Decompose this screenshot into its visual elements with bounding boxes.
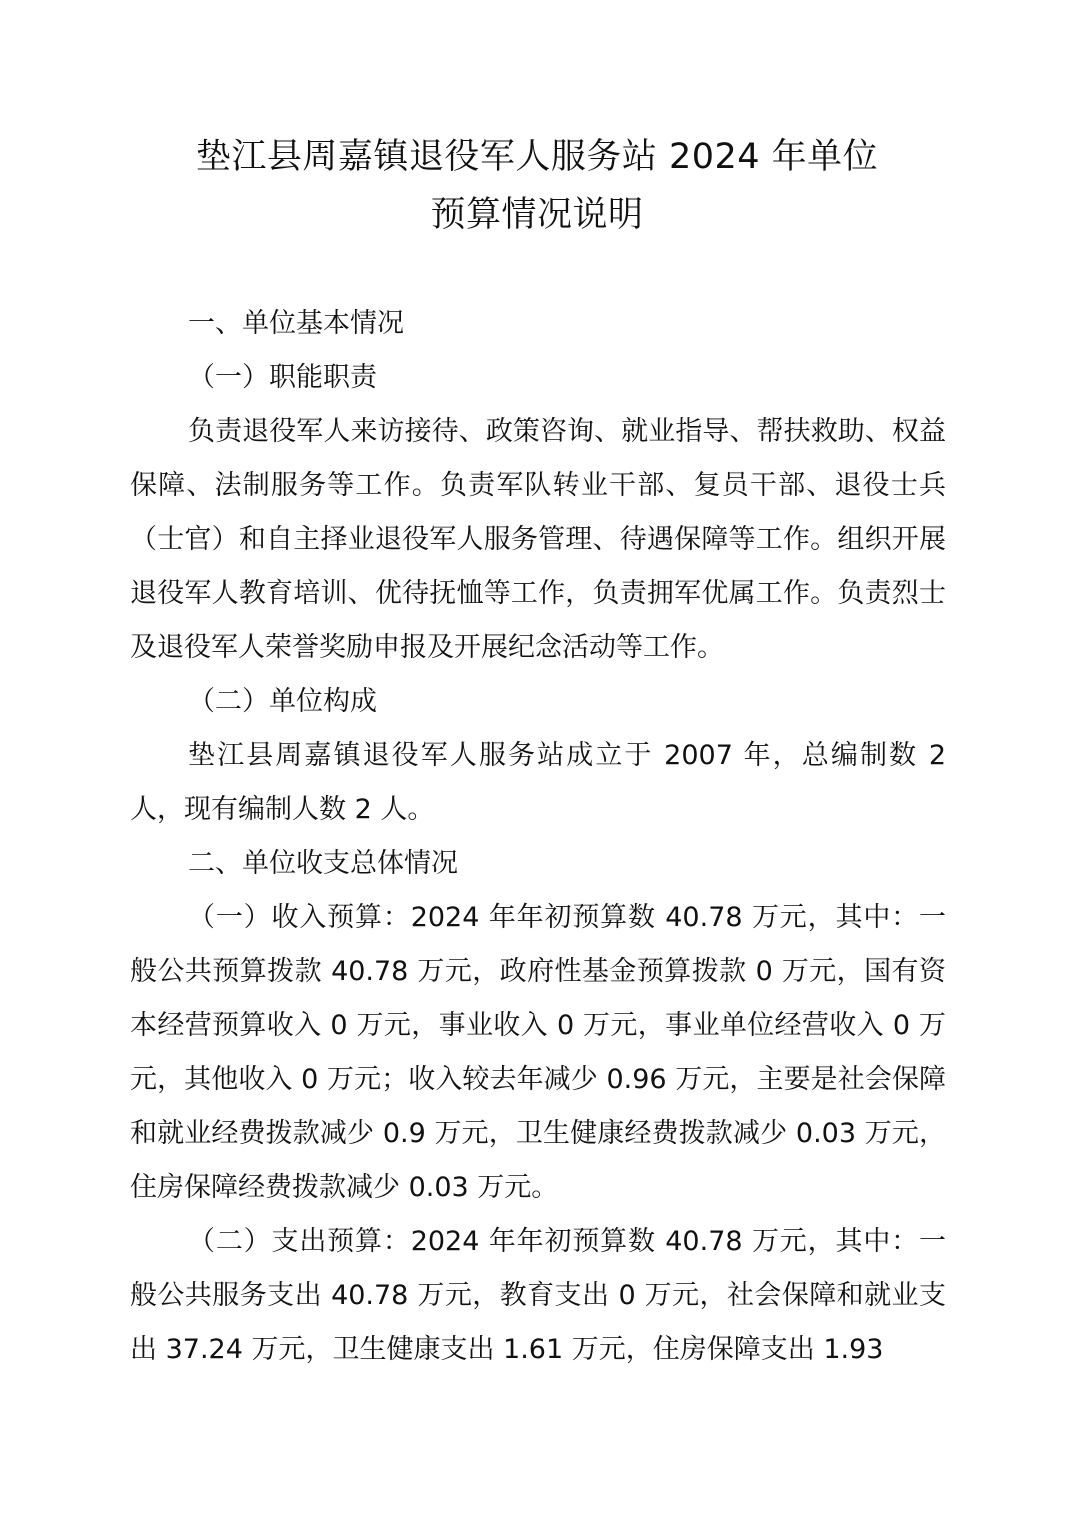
section-heading-budget-overview: 二、单位收支总体情况 xyxy=(188,848,458,879)
paragraph-expense-budget: （二）支出预算：2024 年年初预算数 40.78 万元，其中：一般公共服务支出 40.78 万元，教育支出 0 万元，社会保障和就业支出 37.24 万元，卫生健康支出 1.61 万元，住房保障支出 1.93 xyxy=(130,1226,946,1365)
subsection-heading-duties: （一）职能职责 xyxy=(188,362,377,393)
title-line-1: 垫江县周嘉镇退役军人服务站 2024 年单位 xyxy=(195,137,879,177)
paragraph-composition: 垫江县周嘉镇退役军人服务站成立于 2007 年，总编制数 2 人，现有编制人数 2 人。 xyxy=(130,740,946,825)
section-heading-basic-info: 一、单位基本情况 xyxy=(188,308,404,339)
paragraph-duties: 负责退役军人来访接待、政策咨询、就业指导、帮扶救助、权益保障、法制服务等工作。负责军队转业干部、复员干部、退役士兵（士官）和自主择业退役军人服务管理、待遇保障等工作。组织开展退役军人教育培训、优待抚恤等工作，负责拥军优属工作。负责烈士及退役军人荣誉奖励申报及开展纪念活动等工作。 xyxy=(130,416,946,663)
subsection-heading-composition: （二）单位构成 xyxy=(188,686,377,717)
title-line-2: 预算情况说明 xyxy=(430,195,644,235)
document-title xyxy=(120,128,954,244)
paragraph-income-budget: （一）收入预算：2024 年年初预算数 40.78 万元，其中：一般公共预算拨款 40.78 万元，政府性基金预算拨款 0 万元，国有资本经营预算收入 0 万元，事业收入 0 万元，事业单位经营收入 0 万元，其他收入 0 万元；收入较去年减少 0.96 万元，主要是社会保障和就业经费拨款减少 0.9 万元，卫生健康经费拨款减少 0.03 万元，住房保障经费拨款减少 0.03 万元。 xyxy=(130,902,946,1203)
document-body xyxy=(130,297,946,1377)
